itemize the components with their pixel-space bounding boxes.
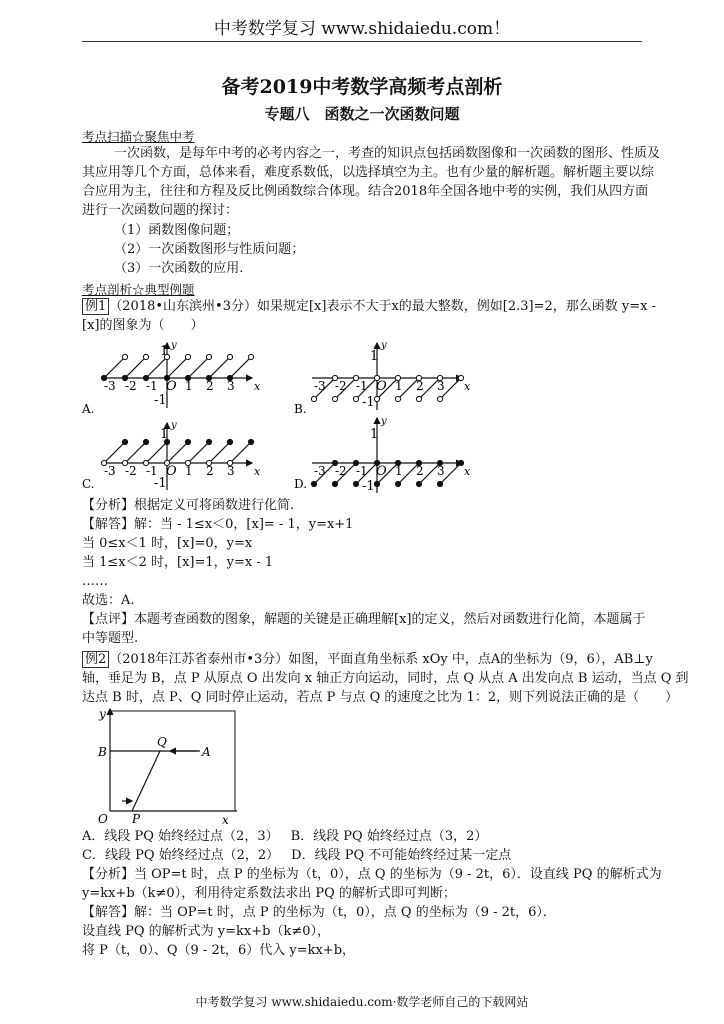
step-segment [167, 357, 188, 378]
example1-text: （2018•山东滨州•3分）如果规定[x]表示不大于x的最大整数，例如[2.3]=2，那么函数 y=x - [109, 299, 656, 314]
example1-comment: 【点评】本题考查函数的图象，解题的关键是正确理解[x]的定义，然后对函数进行化简，本题属于 [82, 612, 646, 627]
example1-analysis: 【分析】根据定义可将函数进行化简. [82, 498, 295, 513]
svg-text:-3: -3 [314, 464, 326, 478]
svg-text:O: O [376, 379, 387, 394]
example1-label: 例1 [82, 298, 109, 315]
intro-para-line: 一次函数，是每年中考的必考内容之一，考查的知识点包括函数图像和一次函数的图形、性质及 [114, 146, 661, 161]
example1-solution-line: …… [82, 574, 108, 589]
segment-end-dot [206, 354, 211, 359]
segment-end-dot [458, 460, 463, 465]
segment-start-dot [374, 481, 379, 486]
svg-text:1: 1 [160, 344, 169, 359]
intro-para-line: 合应用为主，往往和方程及反比例函数综合体现。结合2018年全国各地中考的实例，我们从四方面 [82, 184, 649, 199]
step-segment [230, 357, 251, 378]
segment-end-dot [185, 439, 190, 444]
segment-end-dot [248, 439, 253, 444]
svg-text:2: 2 [206, 464, 214, 478]
svg-text:-3: -3 [314, 379, 326, 393]
segment-end-dot [458, 375, 463, 380]
svg-text:1: 1 [395, 379, 403, 393]
segment-start-dot [332, 481, 337, 486]
b-label: B [98, 745, 107, 759]
svg-text:O: O [376, 464, 387, 479]
svg-text:-1: -1 [146, 379, 158, 393]
segment-start-dot [311, 481, 316, 486]
segment-pq [132, 751, 160, 811]
svg-text:-3: -3 [104, 464, 116, 478]
svg-text:3: 3 [227, 464, 235, 478]
svg-text:-2: -2 [125, 464, 137, 478]
segment-end-dot [122, 354, 127, 359]
svg-text:1: 1 [395, 464, 403, 478]
q-label: Q [157, 735, 167, 749]
o-label: O [98, 812, 108, 826]
option-b: B．线段 PQ 始终经过点（3，2） [290, 829, 488, 844]
segment-start-dot [395, 481, 400, 486]
p-label: P [132, 812, 141, 826]
svg-text:x: x [254, 465, 261, 478]
x-label: x [222, 813, 229, 826]
svg-text:y: y [381, 340, 387, 351]
example1-graphs [82, 338, 642, 498]
segment-start-dot [353, 396, 358, 401]
option-a-label: A. [82, 402, 95, 416]
svg-text:-1: -1 [356, 464, 368, 478]
svg-text:2: 2 [206, 379, 214, 393]
segment-start-dot [332, 396, 337, 401]
segment-start-dot [353, 481, 358, 486]
svg-text:O: O [166, 379, 177, 394]
intro-para-line: 其应用等几个方面，总体来看，难度系数低，以选择填空为主。也有少量的解析题。解析题主要以综 [82, 165, 655, 180]
svg-text:-1: -1 [356, 379, 368, 393]
graph-a [101, 340, 261, 408]
svg-text:-1: -1 [154, 476, 167, 491]
topic-item: （1）函数图像问题； [114, 223, 240, 238]
graph-c [101, 420, 261, 491]
example2-question [82, 651, 653, 669]
svg-text:-1: -1 [362, 479, 375, 494]
svg-text:3: 3 [437, 464, 445, 478]
svg-text:-2: -2 [125, 379, 137, 393]
page-title: 备考2019中考数学高频考点剖析 [221, 76, 503, 98]
svg-text:-1: -1 [362, 395, 375, 410]
example2-options-row1 [82, 828, 487, 846]
segment-start-dot [437, 396, 442, 401]
segment-start-dot [395, 396, 400, 401]
svg-text:O: O [166, 464, 177, 479]
segment-end-dot [227, 354, 232, 359]
y-label: y [99, 707, 106, 721]
segment-end-dot [122, 439, 127, 444]
example2-analysis-cont: y=kx+b（k≠0），利用待定系数法求出 PQ 的解析式即可判断； [82, 886, 456, 901]
topic-item: （3）一次函数的应用. [114, 261, 244, 276]
section-heading-examples: 考点剖析☆典型例题 [82, 282, 195, 297]
segment-end-dot [227, 439, 232, 444]
graph-d [311, 416, 471, 494]
example1-answer: 故选：A. [82, 593, 135, 608]
step-segment [230, 442, 251, 463]
step-segment [104, 442, 125, 463]
svg-text:-3: -3 [104, 379, 116, 393]
svg-text:-2: -2 [335, 379, 347, 393]
topic-item: （2）一次函数图形与性质问题； [114, 242, 305, 257]
segment-start-dot [311, 396, 316, 401]
example1-solution-line: 当 0≤x＜1 时，[x]=0，y=x [82, 536, 253, 551]
svg-text:x: x [254, 380, 261, 393]
segment-start-dot [437, 481, 442, 486]
step-segment [146, 357, 167, 378]
svg-text:3: 3 [437, 379, 445, 393]
option-c: C．线段 PQ 始终经过点（2，2） [82, 848, 280, 863]
svg-text:-2: -2 [335, 464, 347, 478]
segment-end-dot [185, 354, 190, 359]
example2-options-row2 [82, 847, 511, 865]
example2-solution-line: 【解答】解：当 OP=t 时，点 P 的坐标为（t，0），点 Q 的坐标为（9 - 2t，6）． [82, 905, 556, 920]
step-segment [125, 357, 146, 378]
option-a: A．线段 PQ 始终经过点（2，3） [82, 829, 279, 844]
example2-figure [82, 706, 242, 826]
step-segment [167, 442, 188, 463]
example1-question [82, 298, 656, 316]
segment-end-dot [248, 354, 253, 359]
svg-text:y: y [171, 420, 177, 431]
segment-end-dot [206, 439, 211, 444]
example1-comment-cont: 中等题型. [82, 631, 139, 646]
svg-text:3: 3 [227, 379, 235, 393]
svg-text:1: 1 [185, 464, 193, 478]
example1-solution-line: 【解答】解：当 - 1≤x＜0，[x]= - 1，y=x+1 [82, 517, 354, 532]
svg-text:2: 2 [416, 379, 424, 393]
example1-solution-line: 当 1≤x＜2 时，[x]=1，y=x - 1 [82, 555, 274, 570]
svg-text:y: y [171, 340, 177, 351]
svg-text:2: 2 [416, 464, 424, 478]
option-d: D．线段 PQ 不可能始终经过某一定点 [291, 848, 512, 863]
option-c-label: C. [82, 477, 95, 491]
example2-solution-line: 将 P（t，0）、Q（9 - 2t，6）代入 y=kx+b， [82, 943, 356, 958]
option-d-label: D. [294, 477, 308, 491]
page-subtitle: 专题八 函数之一次函数问题 [264, 105, 460, 123]
intro-para-line: 进行一次函数问题的探讨： [82, 203, 239, 218]
example1-question-cont: [x]的图象为（ ） [82, 318, 204, 333]
segment-end-dot [143, 439, 148, 444]
svg-text:-1: -1 [154, 393, 167, 408]
segment-end-dot [143, 354, 148, 359]
graph-b [311, 340, 471, 410]
example2-label: 例2 [82, 651, 109, 668]
segment-start-dot [416, 396, 421, 401]
step-segment [209, 442, 230, 463]
page-footer: 中考数学复习 www.shidaiedu.com·数学老师自己的下载网站 [195, 995, 529, 1009]
svg-text:1: 1 [160, 427, 169, 442]
page-header: 中考数学复习 www.shidaiedu.com！ [213, 19, 511, 39]
option-b-label: B. [294, 402, 307, 416]
step-segment [125, 442, 146, 463]
example2-question-cont: 达点 B 时，点 P、Q 同时停止运动，若点 P 与点 Q 的速度之比为 1：2，则下列说法正确的是（ ） [82, 690, 679, 705]
svg-text:1: 1 [370, 349, 379, 364]
step-segment [188, 357, 209, 378]
step-segment [146, 442, 167, 463]
svg-text:1: 1 [370, 427, 379, 442]
step-segment [104, 357, 125, 378]
example2-question-cont: 轴，垂足为 B，点 P 从原点 O 出发向 x 轴正方向运动，同时，点 Q 从点 A 出发向点 B 运动，当点 Q 到 [82, 671, 689, 686]
segment-start-dot [416, 481, 421, 486]
header-divider [82, 41, 642, 42]
step-segment [209, 357, 230, 378]
svg-text:x: x [464, 380, 471, 393]
svg-text:1: 1 [185, 379, 193, 393]
example2-solution-line: 设直线 PQ 的解析式为 y=kx+b（k≠0）， [82, 924, 331, 939]
svg-text:y: y [381, 416, 387, 427]
example2-analysis: 【分析】当 OP=t 时，点 P 的坐标为（t，0），点 Q 的坐标为（9 - 2t，6）．设直线 PQ 的解析式为 [82, 867, 662, 882]
example2-text: （2018年江苏省泰州市•3分）如图，平面直角坐标系 xOy 中，点A的坐标为（9，6），AB⊥y [109, 652, 653, 667]
step-segment [188, 442, 209, 463]
segment-start-dot [374, 396, 379, 401]
svg-text:x: x [464, 465, 471, 478]
svg-text:-1: -1 [146, 464, 158, 478]
section-heading-scan: 考点扫描☆聚焦中考 [82, 129, 195, 144]
figure-frame [110, 711, 235, 811]
a-label: A [202, 745, 211, 759]
